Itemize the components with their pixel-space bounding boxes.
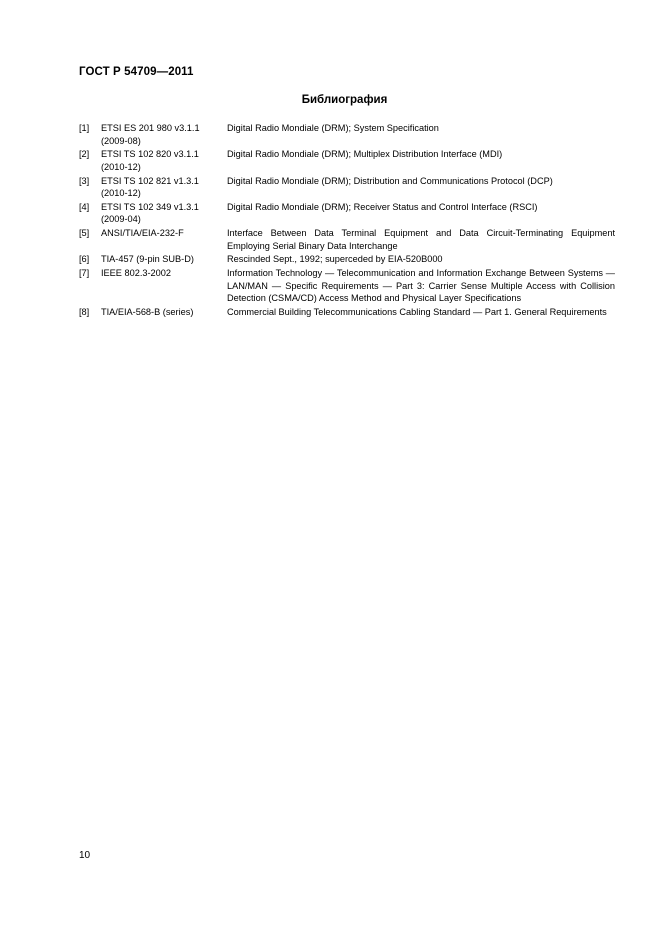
entry-number: [8]: [79, 307, 90, 318]
document-header: ГОСТ Р 54709—2011: [79, 66, 194, 78]
entry-code-cell: [101, 148, 227, 173]
entry-number: [7]: [79, 268, 90, 279]
page-number: 10: [79, 850, 91, 861]
entry-number: [2]: [79, 149, 90, 160]
entry-code-cell: [101, 267, 227, 305]
entry-date: (2009-08): [101, 135, 141, 146]
entry-code-cell: [101, 227, 227, 252]
entry-code: TIA-457 (9-pin SUB-D): [101, 254, 194, 265]
entry-title: Digital Radio Mondiale (DRM); Receiver Status and Control Interface (RSCI): [227, 201, 538, 212]
entry-number: [5]: [79, 228, 90, 239]
entry-title: Interface Between Data Terminal Equipment and Data Circuit-Terminating Equipment Employing Serial Binary Data Interchange: [227, 228, 615, 251]
entry-title: Digital Radio Mondiale (DRM); Distribution and Communications Protocol (DCP): [227, 175, 553, 186]
entry-date: (2010-12): [101, 161, 141, 172]
entry-code: TIA/EIA-568-B (series): [101, 307, 194, 318]
bibliography-entry: [79, 148, 615, 173]
entry-number: [4]: [79, 201, 90, 212]
section-title: Библиография: [301, 94, 388, 106]
entry-code-cell: [101, 253, 227, 266]
entry-number: [1]: [79, 123, 90, 133]
bibliography-entry: [79, 201, 615, 226]
entry-date: (2010-12): [101, 188, 141, 199]
entry-title: Digital Radio Mondiale (DRM); System Specification: [227, 123, 439, 133]
entry-title: Commercial Building Telecommunications Cabling Standard — Part 1. General Requirements: [227, 307, 607, 318]
entry-code-cell: [101, 201, 227, 226]
entry-code: ETSI TS 102 820 v3.1.1: [101, 149, 199, 160]
entry-title: Rescinded Sept., 1992; superceded by EIA-520B000: [227, 254, 443, 265]
entry-code: ETSI TS 102 349 v1.3.1: [101, 201, 199, 212]
bibliography-entry: [79, 267, 615, 305]
entry-code-cell: [101, 122, 227, 147]
entry-code: ANSI/TIA/EIA-232-F: [101, 228, 184, 239]
entry-code: ETSI TS 102 821 v1.3.1: [101, 175, 199, 186]
bibliography-list: [79, 122, 615, 320]
bibliography-entry: [79, 227, 615, 252]
bibliography-entry: [79, 175, 615, 200]
bibliography-entry: [79, 306, 615, 319]
bibliography-entry: [79, 122, 615, 147]
entry-number: [6]: [79, 254, 90, 265]
entry-number: [3]: [79, 175, 90, 186]
bibliography-entry: [79, 253, 615, 266]
entry-code-cell: [101, 306, 227, 319]
entry-title: Information Technology — Telecommunication and Information Exchange Between Systems — LAN/MAN — Specific Requirements — Part 3: Carrier Sense Multiple Access with Collision Detection (CSMA/CD) Access Method and Physical Layer Specifications: [227, 268, 615, 304]
entry-code-cell: [101, 175, 227, 200]
entry-title: Digital Radio Mondiale (DRM); Multiplex Distribution Interface (MDI): [227, 149, 503, 160]
entry-date: (2009-04): [101, 214, 141, 225]
entry-code: ETSI ES 201 980 v3.1.1: [101, 123, 200, 133]
entry-code: IEEE 802.3-2002: [101, 268, 171, 279]
